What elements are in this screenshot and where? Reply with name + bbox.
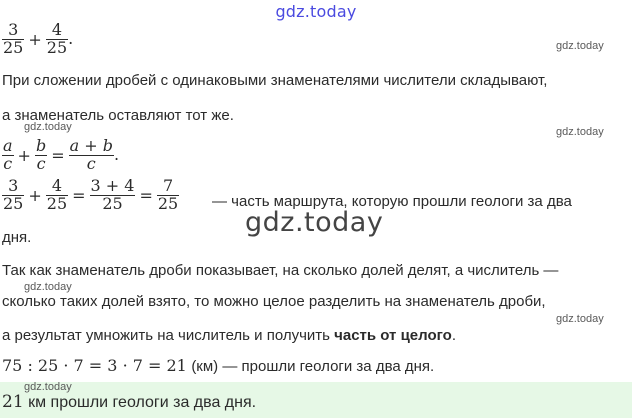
fraction-denominator: 25 [3, 193, 24, 213]
formula-denominator-c: c [3, 153, 13, 173]
explanation-line3 [2, 327, 456, 344]
fraction-numerator: 3 [8, 20, 19, 39]
explanation-line2: сколько таких долей взято, то можно целое разделить на знаменатель дроби, [2, 293, 546, 310]
explanation-line1: Так как знаменатель дроби показывает, на сколько долей делят, а числитель — [2, 262, 559, 279]
fraction-numerator: 3 + 4 [90, 176, 135, 195]
fraction-denominator: 25 [46, 37, 68, 57]
watermark: gdz.today [24, 281, 72, 293]
watermark-top: gdz.today [275, 2, 357, 21]
period: . [451, 327, 457, 344]
equals-sign: = [72, 185, 86, 205]
plus-sign: + [17, 145, 31, 165]
formula-numerator-b: b [35, 136, 47, 155]
formula-numerator-a: a [3, 136, 13, 155]
explanation-text: а результат умножить на числитель и получить [2, 327, 335, 344]
formula-sum-denominator: c [69, 155, 114, 173]
answer-number: 21 [2, 392, 24, 412]
fraction-denominator: 25 [3, 37, 24, 57]
watermark: gdz.today [556, 126, 604, 138]
period: . [68, 28, 74, 48]
calculation-text-line2: дня. [2, 229, 32, 246]
formula-sum-numerator: a + b [69, 136, 113, 155]
fraction-numerator: 3 [8, 176, 19, 195]
watermark: gdz.today [556, 40, 604, 52]
fraction-numerator: 4 [51, 176, 63, 195]
equals-sign: = [139, 185, 153, 205]
plus-sign: + [28, 29, 42, 49]
period: . [113, 144, 120, 164]
watermark: gdz.today [24, 381, 72, 393]
rule-text-line2: а знаменатель оставляют тот же. [2, 107, 234, 124]
answer-line [2, 392, 256, 412]
equals-sign: = [51, 145, 65, 165]
fraction-denominator: 25 [90, 195, 136, 213]
rule-text-line1: При сложении дробей с одинаковыми знаменателями числители складывают, [2, 72, 548, 89]
watermark: gdz.today [24, 121, 72, 133]
watermark-large: gdz.today [245, 207, 384, 238]
expression-fraction-sum [2, 22, 73, 57]
computation-line [2, 356, 434, 376]
computation-text: (км) — прошли геологи за два дня. [191, 358, 435, 375]
formula-denominator-c: c [36, 153, 46, 173]
calculation-text-line1: — часть маршрута, которую прошли геологи за два [212, 193, 572, 210]
plus-sign: + [28, 185, 42, 205]
computation-math: 75 : 25 · 7 = 3 · 7 = 21 [2, 356, 187, 375]
general-formula [2, 138, 119, 173]
watermark: gdz.today [556, 313, 604, 325]
answer-text: км прошли геологи за два дня. [28, 394, 257, 411]
explanation-bold-term: часть от целого [334, 327, 452, 344]
fraction-denominator: 25 [46, 193, 68, 213]
calculation [2, 178, 179, 213]
fraction-numerator: 4 [51, 20, 63, 39]
fraction-denominator: 25 [157, 193, 179, 213]
fraction-numerator: 7 [162, 176, 174, 195]
